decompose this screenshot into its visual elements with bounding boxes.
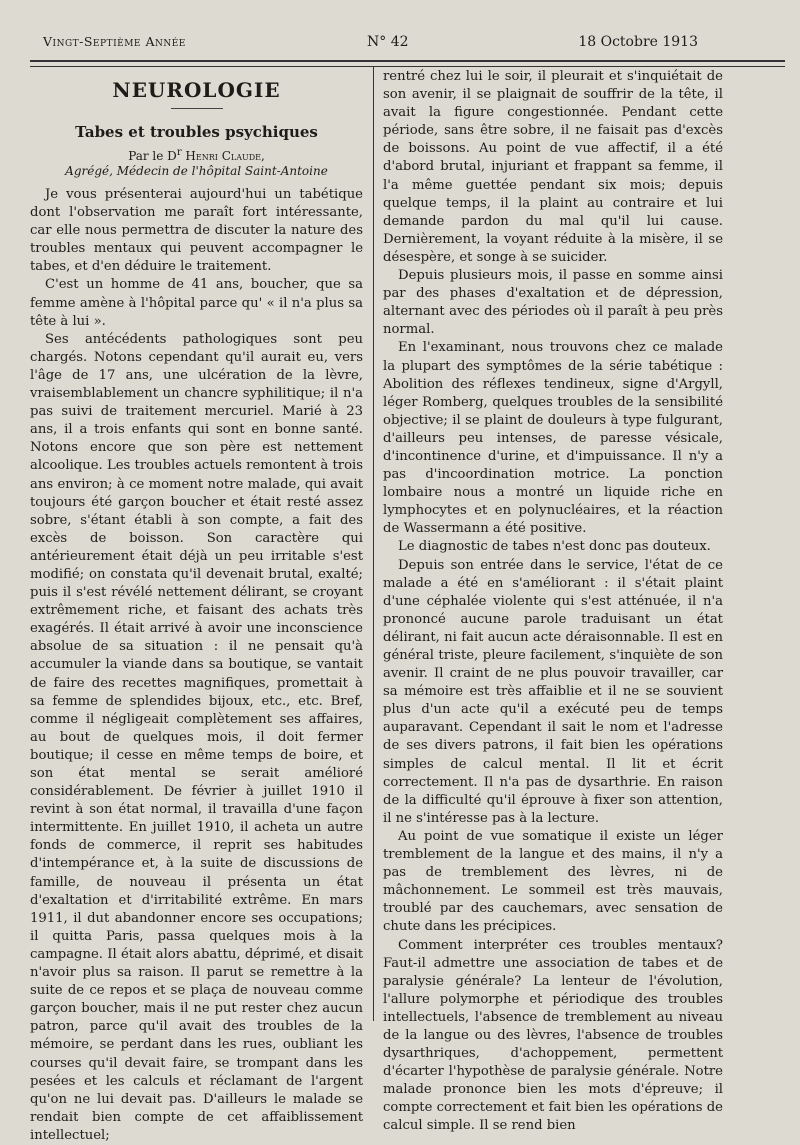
paragraph: Ses antécédents pathologiques sont peu chargés. Notons cependant qu'il aurait eu, vers l'âge de 17 ans, une ulcération de la lèvre, vraisemblablement un chancre syphilitique; il n'a pas suivi de traitement mercuriel. Marié à 23 ans, il a trois enfants qui sont en bonne santé. Notons encore que son père est nettement alcoolique. Les troubles actuels remontent à trois ans environ; à ce moment notre malade, qui avait toujours été garçon boucher et était resté assez sobre, s'étant établi à son compte, a fait des excès de boisson. Son caractère qui antérieurement était déjà un peu irritable s'est modifié; on constata qu'il devenait brutal, exalté; puis il s'est révélé nettement délirant, se croyant extrêmement riche, et faisant des achats très exagérés. Il était arrivé à avoir une inconscience absolue de sa situation : il ne pensait qu'à accumuler la viande dans sa boutique, se vantait de faire des recettes magnifiques, promettait à sa femme de splendides bijoux, etc., etc. Bref, comme il négligeait complètement ses affaires, au bout de quelques mois, il doit fermer boutique; il cesse en même temps de boire, et son état mental se serait amélioré considérablement. De février à juillet 1910 il revint à son état normal, il travailla d'une façon intermittente. En juillet 1910, il acheta un autre fonds de commerce, il reprit ses habitudes d'intempérance et, à la suite de discussions de famille, de nouveau il présenta un état d'exaltation et d'irritabilité extrême. En mars 1911, il dut abandonner encore ses occupations; il quitta Paris, passa quelques mois à la campagne. Il était alors abattu, déprimé, et disait n'avoir plus sa raison. Il parut se remettre à la suite de ce repos et se plaça de nouveau comme garçon boucher, mais il ne put rester chez aucun patron, parce qu'il avait des troubles de la mémoire, se perdant dans les rues, oubliant les courses qu'il devait faire, se trompant dans les pesées et les calculs et réclamant de l'argent qu'on ne lui devait pas. D'ailleurs le malade se rendait bien compte de cet affaiblissement intellectuel;: [30, 331, 363, 1143]
paragraph: Le diagnostic de tabes n'est donc pas douteux.: [398, 539, 711, 555]
paragraph: Depuis plusieurs mois, il passe en somme ainsi par des phases d'exaltation et de dépression, alternant avec des périodes où il paraît à peu près normal.: [383, 268, 723, 338]
paragraph: Comment interpréter ces troubles mentaux? Faut-il admettre une association de tabes et de paralysie générale? La lenteur de l'évolution, l'allure polymorphe et périodique des troubles intellectuels, l'absence de tremblement au niveau de la langue ou des lèvres, l'absence de troubles dysarthriques, d'achoppement, permettent d'écarter l'hypothèse de paralysie générale. Notre malade prononce bien les mots d'épreuve; il compte correctement et fait bien les opérations de calcul simple. Il se rend bien: [383, 937, 723, 1134]
author-name: Henri Claude,: [185, 149, 265, 163]
issue-number: N° 42: [367, 34, 409, 50]
volume-year: Vingt-Septième Année: [43, 34, 186, 49]
left-column: [30, 68, 363, 1145]
byline-sup: r: [176, 147, 182, 158]
paragraph: Depuis son entrée dans le service, l'état de ce malade a été en s'améliorant : il s'était plaint d'une céphalée violente qui s'est atténuée, il n'a prononcé aucune parole traduisant un état délirant, ni fait aucun acte déraisonnable. Il est en général triste, pleure facilement, s'inquiète de son avenir. Il craint de ne plus pouvoir travailler, car sa mémoire est très affaiblie et il ne se souvient plus d'un acte qu'il a exécuté peu de temps auparavant. Cependant il sait le nom et l'adresse de ses divers patrons, il fait bien les opérations simples de calcul mental. Il lit et écrit correctement. Il n'a pas de dysarthrie. En raison de la difficulté qu'il éprouve à fixer son attention, il ne s'intéresse pas à la lecture.: [383, 557, 723, 826]
byline: [30, 147, 363, 164]
title-rule: [171, 108, 223, 109]
paragraph: C'est un homme de 41 ans, boucher, que sa femme amène à l'hôpital parce qu' « il n'a plus sa tête à lui ».: [30, 277, 363, 329]
article-title: Tabes et troubles psychiques: [75, 123, 318, 141]
section-title: NEUROLOGIE: [112, 78, 281, 102]
issue-date: 18 Octobre 1913: [578, 34, 698, 50]
left-body: [30, 186, 363, 1145]
byline-prefix: Par le D: [128, 149, 177, 163]
paragraph: Au point de vue somatique il existe un léger tremblement de la langue et des mains, il n'y a pas de tremblement des lèvres, ni de mâchonnement. Le sommeil est très mauvais, troublé par des cauchemars, avec sensation de chute dans les précipices.: [383, 828, 723, 935]
paragraph: Je vous présenterai aujourd'hui un tabétique dont l'observation me paraît fort intéressante, car elle nous permettra de discuter la nature des troubles mentaux qui peuvent accompagner le tabes, et d'en déduire le traitement.: [30, 187, 363, 275]
paragraph: rentré chez lui le soir, il pleurait et s'inquiétait de son avenir, il se plaignait de souffrir de la tête, il avait la figure congestionnée. Pendant cette période, sans être sobre, il ne faisait pas d'excès de boissons. Au point de vue affectif, il a été d'abord brutal, injuriant et frappant sa femme, il l'a même guettée pendant six mois; depuis quelque temps, il la plaint au contraire et lui demande pardon du mal qu'il lui cause. Dernièrement, la voyant réduite à la misère, il se désespère, et songe à se suicider.: [383, 69, 723, 265]
header-rule: [30, 60, 785, 67]
running-head: [0, 34, 800, 54]
author-affiliation: Agrégé, Médecin de l'hôpital Saint-Antoine: [65, 164, 328, 178]
right-body: [383, 68, 723, 1136]
paragraph: En l'examinant, nous trouvons chez ce malade la plupart des symptômes de la série tabétique : Abolition des réflexes tendineux, signe d'Argyll, léger Romberg, quelques troubles de la sensibilité objective; il se plaint de douleurs à type fulgurant, d'ailleurs peu intenses, de paresse vésicale, d'incontinence d'urine, et d'impuissance. Il n'y a pas d'incoordination motrice. La ponction lombaire nous a montré un liquide riche en lymphocytes et en polynucléaires, et la réaction de Wassermann a été positive.: [383, 340, 723, 537]
right-column: [383, 68, 723, 1136]
column-divider: [373, 66, 374, 1021]
